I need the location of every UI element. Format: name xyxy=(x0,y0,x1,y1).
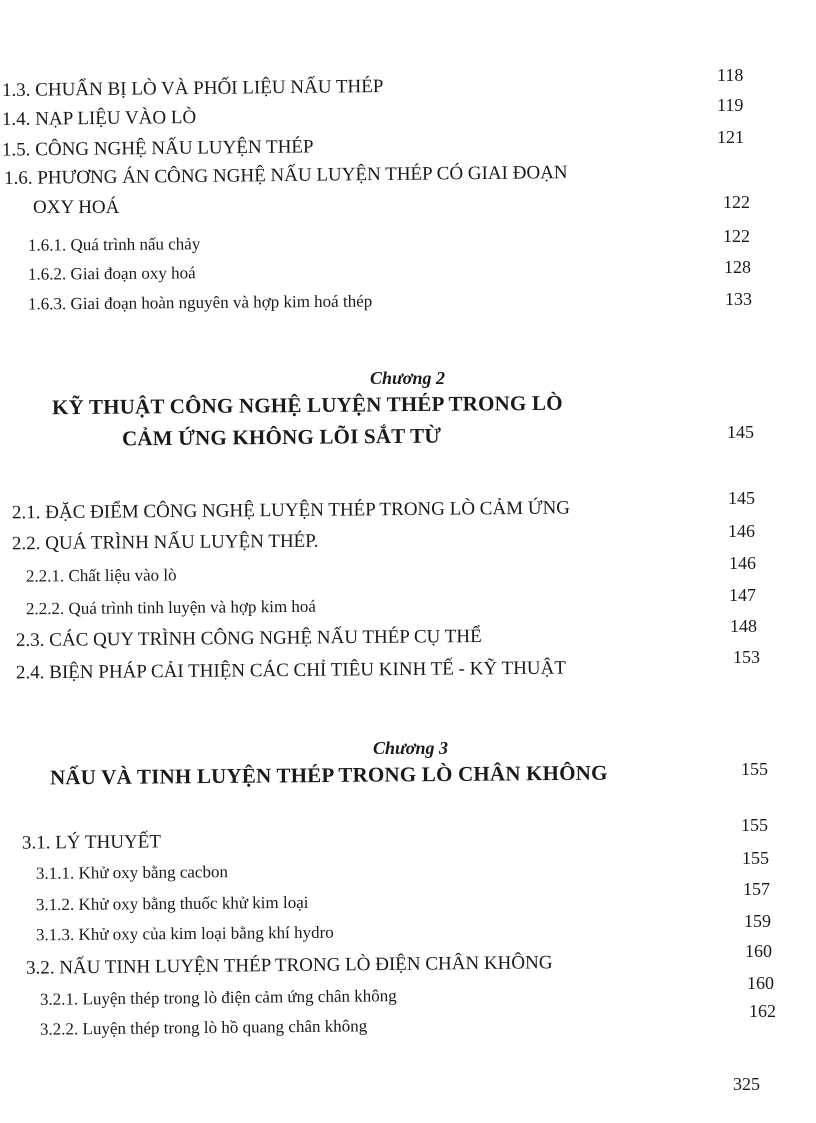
toc-page-3-2: 160 xyxy=(745,941,772,961)
toc-page-1-3: 118 xyxy=(717,65,744,85)
toc-entry-2-3[interactable]: 2.3. CÁC QUY TRÌNH CÔNG NGHỆ NẤU THÉP CỤ THỂ xyxy=(15,625,482,652)
chapter-3-page: 155 xyxy=(741,759,768,779)
toc-entry-1-3[interactable]: 1.3. CHUẨN BỊ LÒ VÀ PHỐI LIỆU NẤU THÉP xyxy=(1,76,384,101)
toc-entry-2-2[interactable]: 2.2. QUÁ TRÌNH NẤU LUYỆN THÉP. xyxy=(11,530,319,555)
toc-page-3-1-1: 155 xyxy=(742,848,769,868)
toc-entry-3-1-3[interactable]: 3.1.3. Khử oxy của kim loại bằng khí hydro xyxy=(35,922,334,945)
toc-page-2-3: 148 xyxy=(730,616,757,636)
chapter-3-title[interactable]: NẤU VÀ TINH LUYỆN THÉP TRONG LÒ CHÂN KHÔNG xyxy=(49,760,608,790)
toc-entry-1-6[interactable]: 1.6. PHƯƠNG ÁN CÔNG NGHỆ NẤU LUYỆN THÉP CÓ GIAI ĐOẠN xyxy=(3,162,568,189)
toc-page-2-2: 146 xyxy=(728,521,755,541)
toc-page-1-6-2: 128 xyxy=(724,257,751,277)
toc-entry-1-6-3[interactable]: 1.6.3. Giai đoạn hoàn nguyên và hợp kim hoá thép xyxy=(27,291,373,314)
toc-entry-3-2-2[interactable]: 3.2.2. Luyện thép trong lò hồ quang chân không xyxy=(39,1016,368,1039)
toc-entry-3-1-2[interactable]: 3.1.2. Khử oxy bằng thuốc khử kim loại xyxy=(35,892,309,915)
toc-entry-3-2[interactable]: 3.2. NẤU TINH LUYỆN THÉP TRONG LÒ ĐIỆN CHÂN KHÔNG xyxy=(25,952,553,979)
toc-page-3-2-1: 160 xyxy=(747,973,774,993)
toc-page-2-2-1: 146 xyxy=(729,553,756,573)
page-number: 325 xyxy=(733,1074,760,1094)
toc-page-3-1-3: 159 xyxy=(744,911,771,931)
chapter-2-title-line1[interactable]: KỸ THUẬT CÔNG NGHỆ LUYỆN THÉP TRONG LÒ xyxy=(51,390,563,420)
toc-entry-1-5[interactable]: 1.5. CÔNG NGHỆ NẤU LUYỆN THÉP xyxy=(1,136,314,161)
toc-entry-3-1[interactable]: 3.1. LÝ THUYẾT xyxy=(21,831,162,854)
toc-page-1-6-3: 133 xyxy=(725,289,752,309)
toc-page-1-5: 121 xyxy=(717,127,744,147)
toc-entry-2-4[interactable]: 2.4. BIỆN PHÁP CẢI THIỆN CÁC CHỈ TIÊU KINH TẾ - KỸ THUẬT xyxy=(15,657,567,684)
toc-entry-1-4[interactable]: 1.4. NẠP LIỆU VÀO LÒ xyxy=(1,106,197,131)
toc-page-2-4: 153 xyxy=(733,647,760,667)
toc-page-3-2-2: 162 xyxy=(749,1001,776,1021)
toc-page-2-1: 145 xyxy=(728,488,755,508)
toc-entry-2-1[interactable]: 2.1. ĐẶC ĐIỂM CÔNG NGHỆ LUYỆN THÉP TRONG LÒ CẢM ỨNG xyxy=(11,497,571,524)
toc-entry-1-6-1[interactable]: 1.6.1. Quá trình nấu chảy xyxy=(27,234,201,255)
chapter-2-page: 145 xyxy=(727,422,754,442)
toc-entry-2-2-1[interactable]: 2.2.1. Chất liệu vào lò xyxy=(25,565,177,586)
toc-page-3-1-2: 157 xyxy=(743,879,770,899)
toc-entry-1-6-cont[interactable]: OXY HOÁ xyxy=(33,197,120,218)
toc-page-2-2-2: 147 xyxy=(729,585,756,605)
chapter-2-title-line2[interactable]: CẢM ỨNG KHÔNG LÕI SẮT TỪ xyxy=(121,423,442,451)
toc-page-1-6: 122 xyxy=(723,192,750,212)
toc-entry-1-6-2[interactable]: 1.6.2. Giai đoạn oxy hoá xyxy=(27,263,196,284)
toc-entry-3-2-1[interactable]: 3.2.1. Luyện thép trong lò điện cảm ứng chân không xyxy=(39,986,397,1009)
toc-entry-3-1-1[interactable]: 3.1.1. Khử oxy bằng cacbon xyxy=(35,862,229,883)
toc-page-1-4: 119 xyxy=(717,95,744,115)
toc-page-1-6-1: 122 xyxy=(723,226,750,246)
chapter-2-label: Chương 2 xyxy=(370,368,445,388)
toc-page-3-1: 155 xyxy=(741,815,768,835)
toc-entry-2-2-2[interactable]: 2.2.2. Quá trình tinh luyện và hợp kim hoá xyxy=(25,596,316,619)
chapter-3-label: Chương 3 xyxy=(373,738,448,758)
